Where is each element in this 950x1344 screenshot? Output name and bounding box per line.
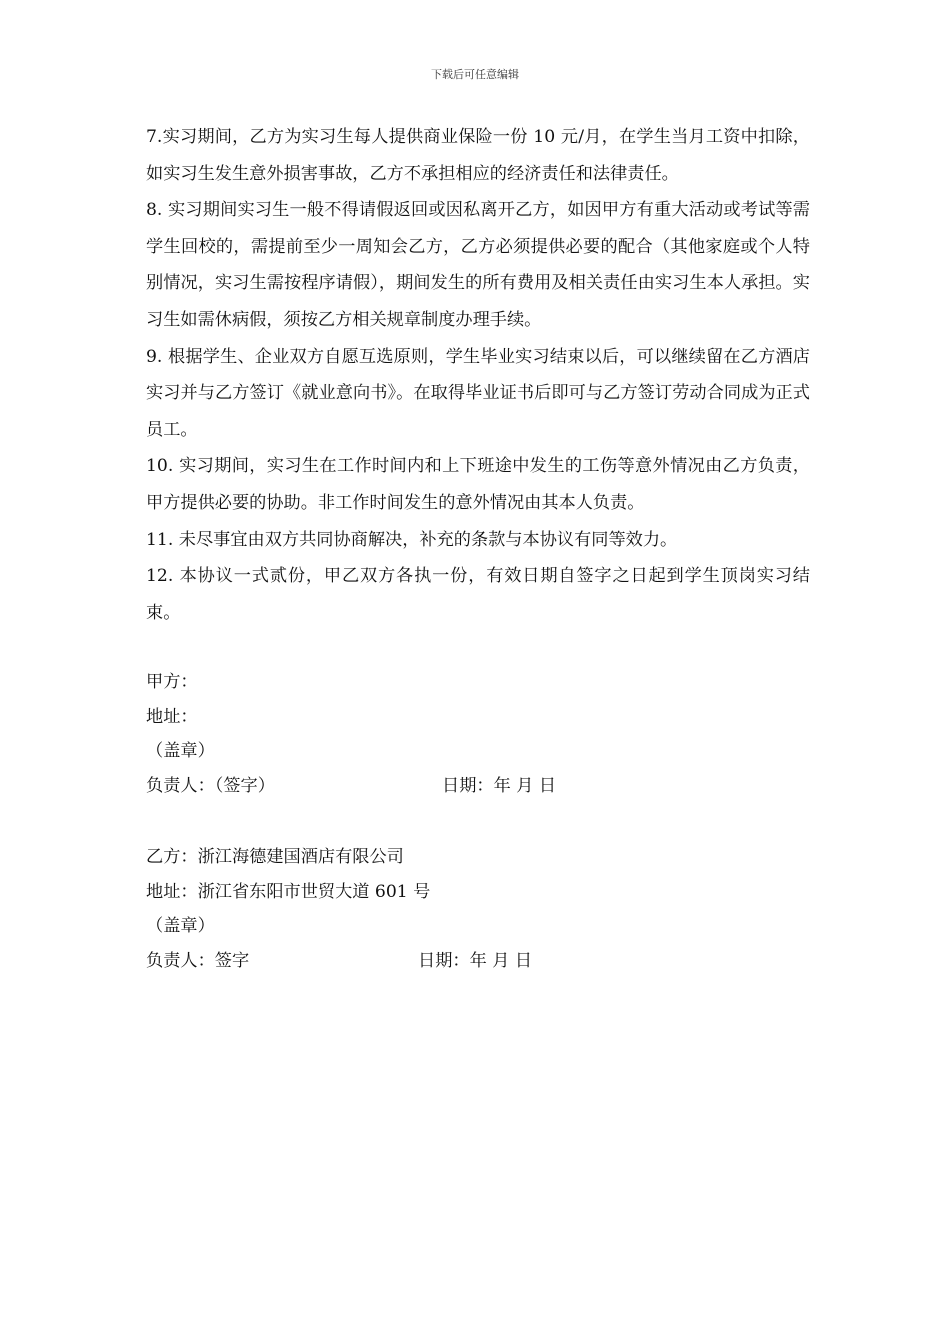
party-a-seal: （盖章）	[146, 741, 215, 761]
contract-clauses	[146, 119, 810, 631]
party-a-address: 地址：	[146, 706, 198, 727]
party-b-signer: 负责人：签字	[146, 950, 250, 971]
party-a-signature-block	[146, 665, 810, 803]
party-b-address: 地址：浙江省东阳市世贸大道 601 号	[146, 881, 431, 902]
party-b-signature-block	[146, 840, 810, 978]
clause-10: 10. 实习期间，实习生在工作时间内和上下班途中发生的工伤等意外情况由乙方负责，甲方提供必要的协助。非工作时间发生的意外情况由其本人负责。	[146, 456, 810, 513]
clause-9: 9. 根据学生、企业双方自愿互选原则，学生毕业实习结束以后，可以继续留在乙方酒店实习并与乙方签订《就业意向书》。在取得毕业证书后即可与乙方签订劳动合同成为正式员工。	[146, 346, 810, 440]
party-a-signer-row	[146, 769, 810, 804]
clause-12: 12. 本协议一式贰份，甲乙双方各执一份，有效日期自签字之日起到学生顶岗实习结束。	[146, 566, 810, 623]
party-b-date: 日期：年 月 日	[418, 950, 533, 971]
party-b-seal: （盖章）	[146, 916, 215, 936]
page-header: 下载后可任意编辑	[431, 68, 519, 81]
clause-8: 8. 实习期间实习生一般不得请假返回或因私离开乙方，如因甲方有重大活动或考试等需学生回校的，需提前至少一周知会乙方，乙方必须提供必要的配合（其他家庭或个人特别情况，实习生需按程序请假），期间发生的所有费用及相关责任由实习生本人承担。实习生如需休病假，须按乙方相关规章制度办理手续。	[146, 200, 810, 330]
party-a-signer: 负责人：（签字）	[146, 775, 275, 796]
party-b-signer-row	[146, 944, 810, 979]
party-a-date: 日期：年 月 日	[442, 775, 557, 796]
party-b-name: 乙方：浙江海德建国酒店有限公司	[146, 847, 404, 867]
party-a-name: 甲方：	[146, 672, 198, 692]
clause-7: 7.实习期间，乙方为实习生每人提供商业保险一份 10 元/月，在学生当月工资中扣除，如实习生发生意外损害事故，乙方不承担相应的经济责任和法律责任。	[146, 127, 810, 184]
clause-11: 11. 未尽事宜由双方共同协商解决，补充的条款与本协议有同等效力。	[146, 529, 678, 550]
